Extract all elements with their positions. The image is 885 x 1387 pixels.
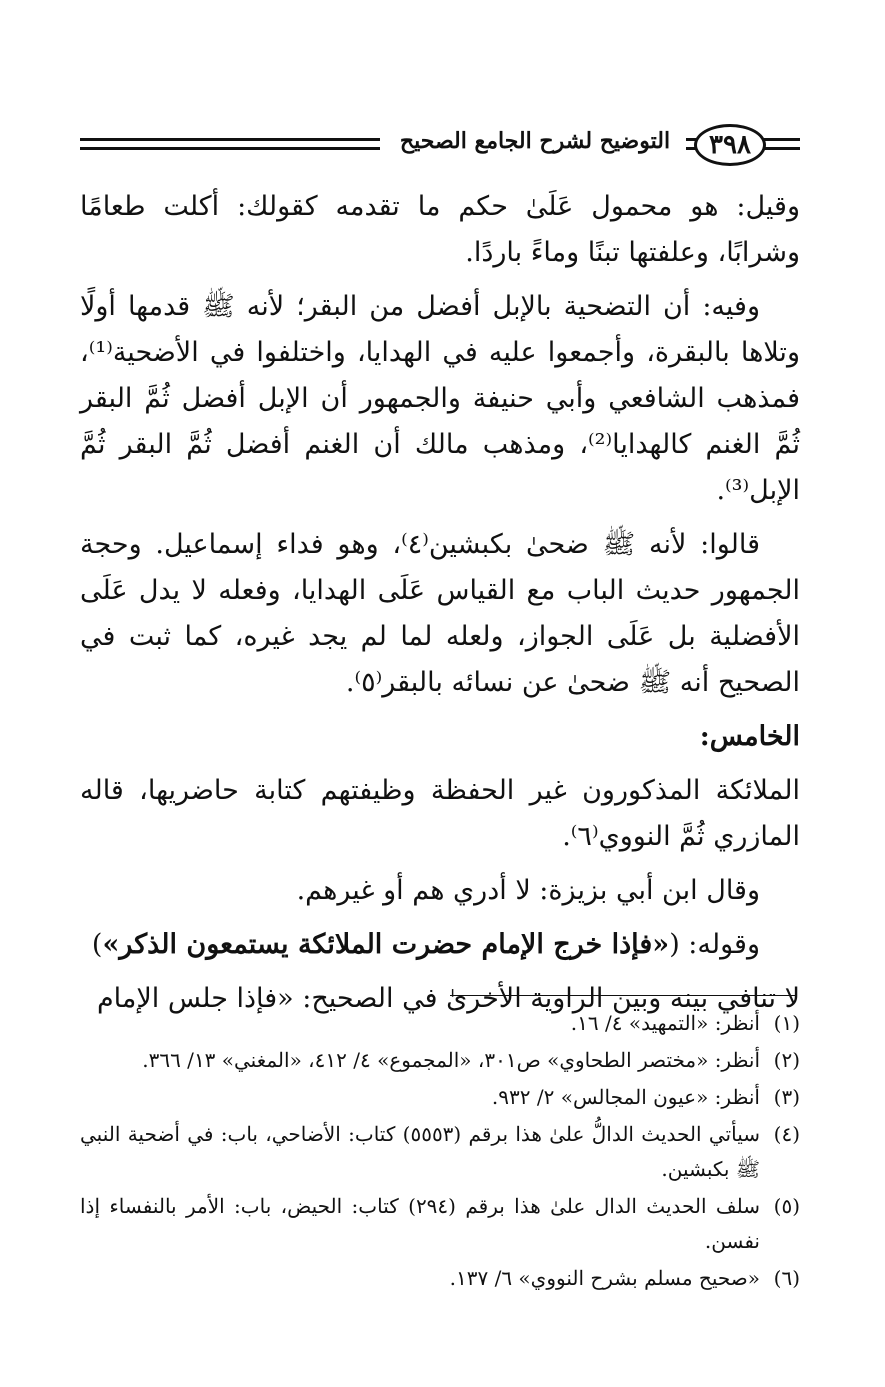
paragraph-6-prefix: وقوله: ( xyxy=(669,929,760,960)
main-text xyxy=(80,184,800,1030)
footnote xyxy=(80,1080,800,1115)
ornament-double-rule-right xyxy=(760,138,800,150)
paragraph-2: وفيه: أن التضحية بالإبل أفضل من البقر؛ لأنه ﷺ قدمها أولًا وتلاها بالبقرة، وأجمعوا عليه في الهدايا، واختلفوا في الأضحية⁽¹⁾، فمذهب الشافعي وأبي حنيفة والجمهور أن الإبل أفضل ثُمَّ البقر ثُمَّ الغنم كالهدايا⁽²⁾، ومذهب مالك أن الغنم أفضل ثُمَّ البقر ثُمَّ الإبل⁽³⁾. xyxy=(80,291,800,506)
footnote-text: أنظر: «التمهيد» ٤/ ١٦. xyxy=(570,1011,760,1035)
footnote xyxy=(80,1189,800,1259)
footnote-text: أنظر: «عيون المجالس» ٢/ ٩٣٢. xyxy=(491,1085,760,1109)
footnote xyxy=(80,1117,800,1187)
paragraph-1: وقيل: هو محمول عَلَىٰ حكم ما تقدمه كقولك: أكلت طعامًا وشرابًا، وعلفتها تبنًا وماءً باردًا. xyxy=(80,191,800,268)
footnote-number: (٦) xyxy=(773,1266,800,1290)
hadith-quote: «فإذا خرج الإمام حضرت الملائكة يستمعون الذكر» xyxy=(102,929,670,960)
footnote-number: (٤) xyxy=(773,1122,800,1146)
paragraph-5: وقال ابن أبي بزيزة: لا أدري هم أو غيرهم. xyxy=(296,875,760,906)
footnotes xyxy=(80,1006,800,1298)
page-number-ornament xyxy=(690,118,800,174)
footnote xyxy=(80,1006,800,1041)
page-header xyxy=(80,118,800,174)
footnote-separator xyxy=(450,995,795,996)
section-heading: الخامس: xyxy=(699,721,800,752)
footnote-text: سيأتي الحديث الدالُّ علىٰ هذا برقم (٥٥٥٣) كتاب: الأضاحي، باب: في أضحية النبي ﷺ بكبشين. xyxy=(80,1122,760,1181)
running-title: التوضيح لشرح الجامع الصحيح xyxy=(399,128,671,154)
footnote-number: (٥) xyxy=(773,1194,800,1218)
header-double-rule xyxy=(80,138,380,150)
paragraph-4: الملائكة المذكورون غير الحفظة وظيفتهم كتابة حاضريها، قاله المازري ثُمَّ النووي⁽٦⁾. xyxy=(80,775,800,852)
footnote-number: (١) xyxy=(773,1011,800,1035)
footnote-number: (٣) xyxy=(773,1085,800,1109)
footnote xyxy=(80,1261,800,1296)
footnote-text: أنظر: «مختصر الطحاوي» ص٣٠١، «المجموع» ٤/ ٤١٢، «المغني» ١٣/ ٣٦٦. xyxy=(142,1048,760,1072)
paragraph-7: لا تنافي بينه وبين الراوية الأخرىٰ في الصحيح: «فإذا جلس الإمام xyxy=(96,983,800,1014)
footnote-number: (٢) xyxy=(773,1048,800,1072)
paragraph-3: قالوا: لأنه ﷺ ضحىٰ بكبشين⁽٤⁾، وهو فداء إسماعيل. وحجة الجمهور حديث الباب مع القياس عَلَى الهدايا، وفعله لا يدل عَلَى الأفضلية بل عَلَى الجواز، ولعله لما لم يجد غيره، كما ثبت في الصحيح أنه ﷺ ضحىٰ عن نسائه بالبقر⁽٥⁾. xyxy=(80,529,800,698)
paragraph-6 xyxy=(80,922,800,968)
paragraph-6-suffix: ) xyxy=(91,929,103,960)
footnote xyxy=(80,1043,800,1078)
footnote-text: «صحيح مسلم بشرح النووي» ٦/ ١٣٧. xyxy=(449,1266,760,1290)
page-number: ٣٩٨ xyxy=(694,124,766,166)
footnote-text: سلف الحديث الدال علىٰ هذا برقم (٢٩٤) كتاب: الحيض، باب: الأمر بالنفساء إذا نفسن. xyxy=(80,1194,761,1253)
